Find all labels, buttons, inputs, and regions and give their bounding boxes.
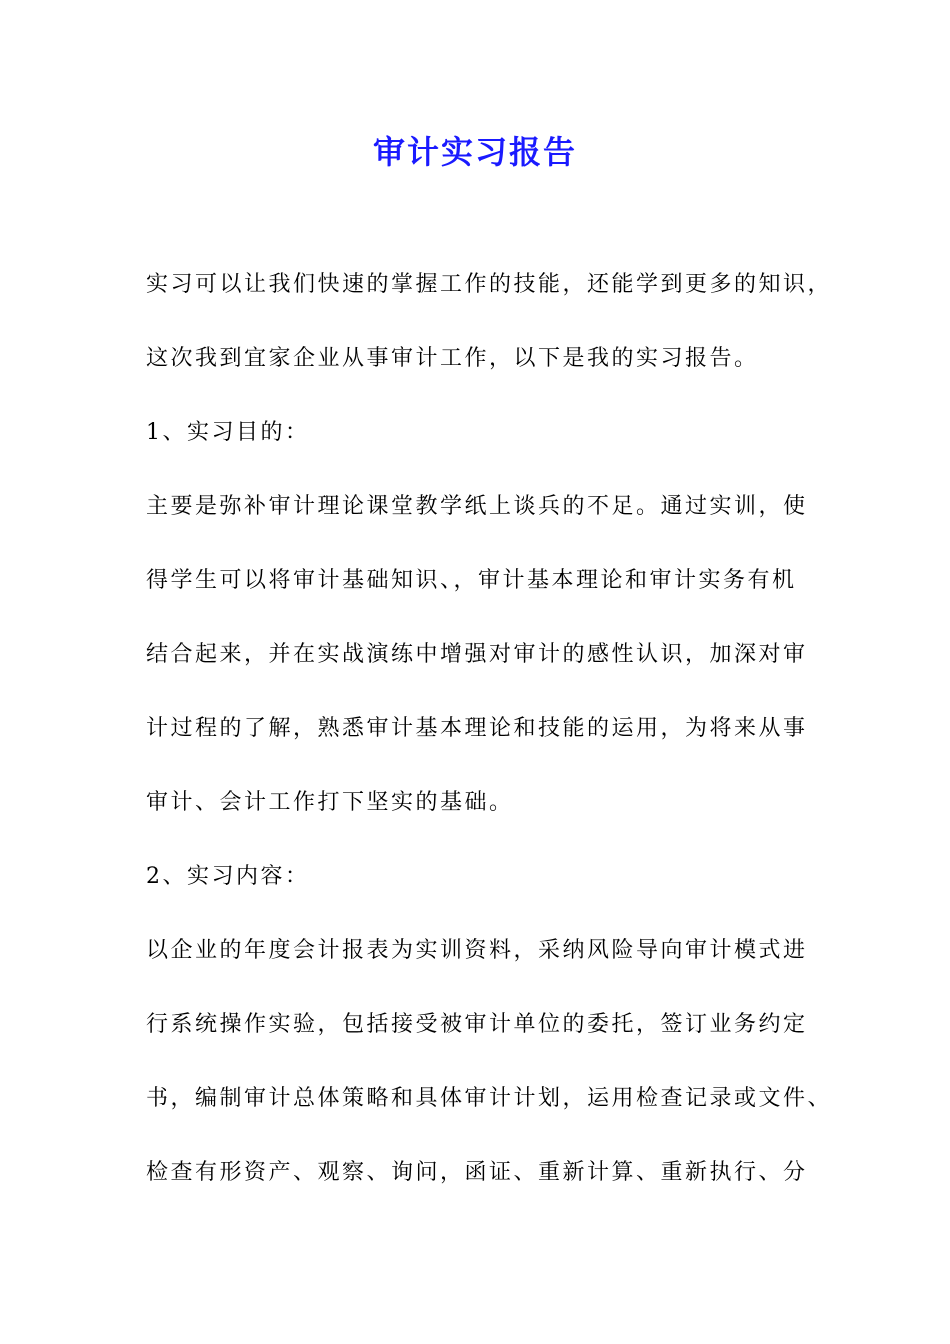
paragraph-line: 这次我到宜家企业从事审计工作，以下是我的实习报告。 — [146, 346, 759, 371]
document-title: 审计实习报告 — [372, 133, 577, 171]
section-heading: 2、实习内容： — [146, 864, 310, 889]
paragraph-line: 得学生可以将审计基础知识、，审计基本理论和审计实务有机 — [146, 568, 797, 593]
paragraph-line: 计过程的了解，熟悉审计基本理论和技能的运用，为将来从事 — [146, 716, 808, 741]
paragraph-line: 检查有形资产、观察、询问，函证、重新计算、重新执行、分 — [146, 1160, 808, 1185]
paragraph-line: 审计、会计工作打下坚实的基础。 — [146, 790, 514, 815]
paragraph-line: 以企业的年度会计报表为实训资料，采纳风险导向审计模式进 — [146, 938, 808, 963]
paragraph-line: 行系统操作实验，包括接受被审计单位的委托，签订业务约定 — [146, 1012, 808, 1037]
paragraph-line: 结合起来，并在实战演练中增强对审计的感性认识，加深对审 — [146, 642, 808, 667]
paragraph-line: 书，编制审计总体策略和具体审计计划，运用检查记录或文件、 — [146, 1086, 833, 1111]
paragraph-line: 实习可以让我们快速的掌握工作的技能，还能学到更多的知识， — [146, 272, 833, 297]
paragraph-line: 主要是弥补审计理论课堂教学纸上谈兵的不足。通过实训，使 — [146, 494, 808, 519]
section-heading: 1、实习目的： — [146, 420, 310, 445]
